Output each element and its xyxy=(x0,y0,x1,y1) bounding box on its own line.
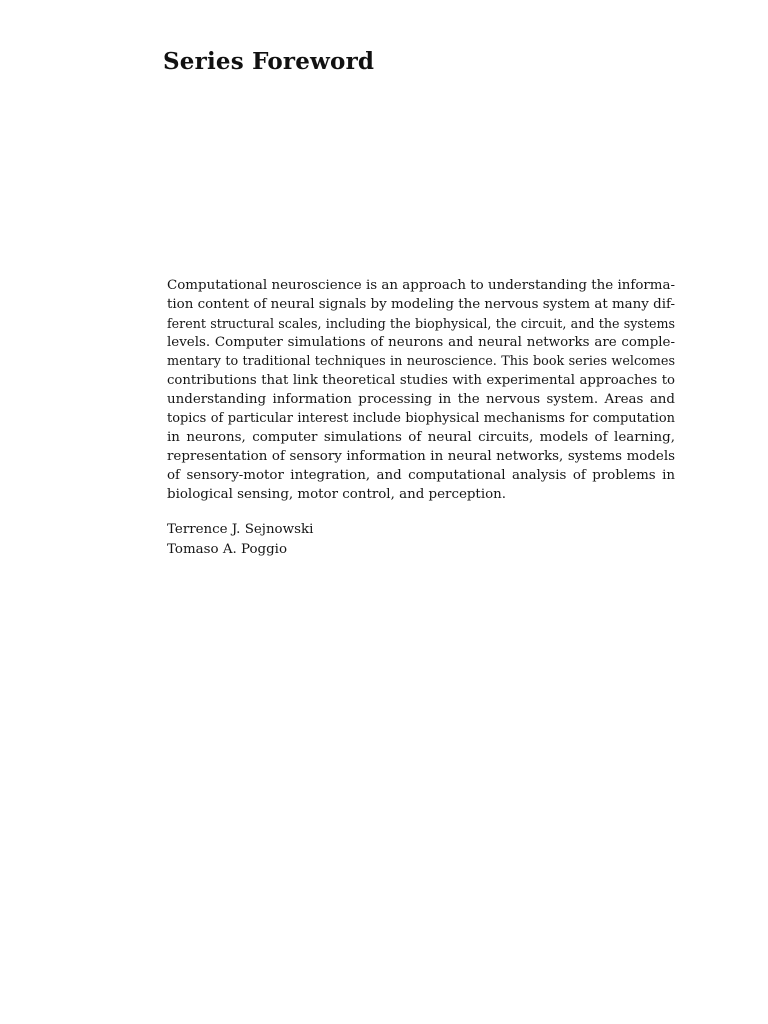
signatory-name: Terrence J. Sejnowski xyxy=(167,522,314,537)
paragraph-line: representation of sensory information in neural networks, systems models xyxy=(167,449,675,464)
paragraph-line: contributions that link theoretical studies with experimental approaches to xyxy=(167,373,675,388)
paragraph-line: biological sensing, motor control, and perception. xyxy=(167,487,507,502)
paragraph-line: mentary to traditional techniques in neuroscience. This book series welcomes xyxy=(167,354,675,369)
signatory-name: Tomaso A. Poggio xyxy=(167,542,288,557)
paragraph-line: topics of particular interest include biophysical mechanisms for computation xyxy=(167,411,675,426)
paragraph-line: ferent structural scales, including the biophysical, the circuit, and the systems xyxy=(167,316,675,331)
foreword-paragraph xyxy=(167,276,675,504)
paragraph-line: in neurons, computer simulations of neural circuits, models of learning, xyxy=(167,430,675,445)
paragraph-line: understanding information processing in the nervous system. Areas and xyxy=(167,392,675,407)
paragraph-line: Computational neuroscience is an approach to understanding the informa- xyxy=(167,278,675,293)
page-title: Series Foreword xyxy=(163,48,375,75)
signature-block xyxy=(167,520,313,560)
paragraph-line: tion content of neural signals by modeling the nervous system at many dif- xyxy=(167,297,675,312)
paragraph-line: levels. Computer simulations of neurons and neural networks are comple- xyxy=(167,335,675,350)
paragraph-line: of sensory-motor integration, and computational analysis of problems in xyxy=(167,468,675,483)
